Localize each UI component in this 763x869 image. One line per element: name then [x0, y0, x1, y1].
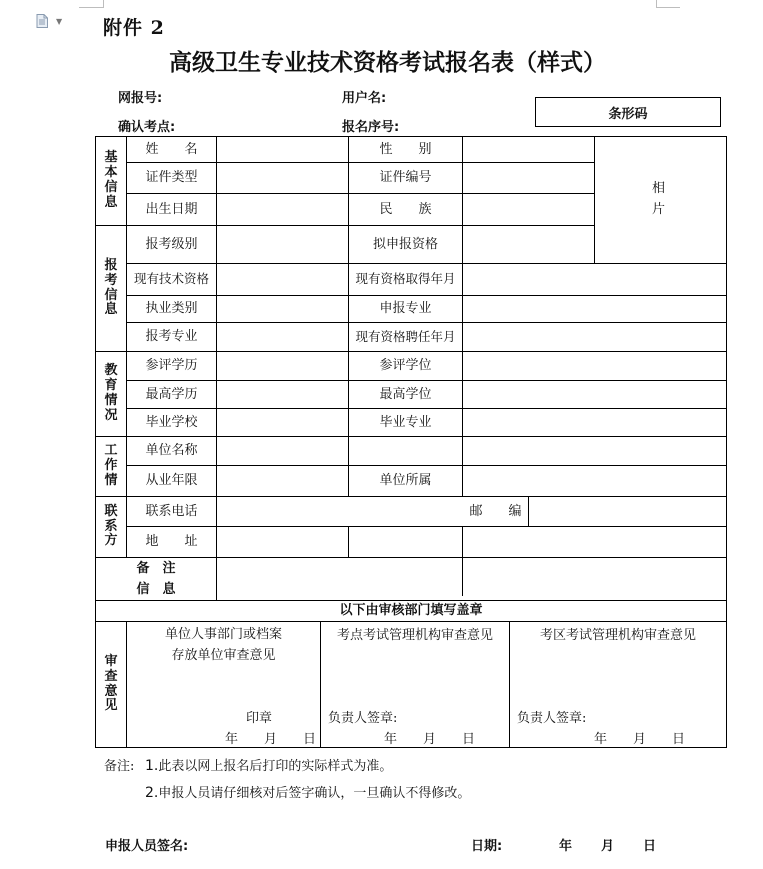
- employer-field[interactable]: [217, 437, 726, 465]
- review-col3-date: 年 月 日: [594, 732, 686, 747]
- seal-label: 印章: [246, 711, 273, 726]
- phone-field[interactable]: [217, 497, 462, 526]
- footer-date-label: 日期:: [471, 839, 503, 854]
- ethnicity-label: 民 族: [379, 201, 432, 217]
- current-qualification-label: 现有技术资格: [133, 271, 209, 287]
- gender-label: 性 别: [379, 141, 432, 157]
- footer-day: 日: [643, 839, 657, 854]
- practice-category-label: 执业类别: [145, 301, 198, 317]
- phone-label: 联系电话: [145, 503, 198, 519]
- id-type-field[interactable]: [217, 163, 348, 193]
- postcode-label: 邮 编: [469, 503, 522, 519]
- web-number-label: 网报号:: [118, 91, 163, 106]
- review-col1-date: 年 月 日: [225, 732, 317, 747]
- crop-mark: [656, 0, 657, 8]
- review-col2-signature: 负责人签章:: [328, 711, 398, 726]
- notes-prefix: 备注:: [104, 759, 135, 774]
- gender-field[interactable]: [463, 137, 594, 162]
- address-field[interactable]: [217, 527, 726, 557]
- remarks-label: 备 注 信 息: [136, 560, 176, 597]
- section-education: 教 育 情 况: [104, 363, 118, 423]
- section-exam-info: 报 考 信 息: [104, 257, 118, 318]
- registration-seq-label: 报名序号:: [342, 120, 400, 135]
- ethnicity-field[interactable]: [463, 194, 594, 225]
- section-work: 工 作 情: [104, 443, 118, 488]
- crop-mark: [79, 7, 103, 8]
- eval-degree-field[interactable]: [463, 352, 726, 380]
- practice-category-field[interactable]: [217, 296, 348, 322]
- employer-affiliation-label: 单位所属: [379, 473, 432, 489]
- highest-degree-label: 最高学位: [379, 386, 432, 402]
- eval-degree-label: 参评学位: [379, 358, 432, 374]
- graduate-school-field[interactable]: [217, 409, 348, 436]
- username-label: 用户名:: [342, 91, 387, 106]
- employer-label: 单位名称: [145, 443, 198, 459]
- declared-major-field[interactable]: [463, 296, 726, 322]
- employment-date-field[interactable]: [463, 323, 726, 351]
- qualification-date-label: 现有资格取得年月: [355, 271, 456, 287]
- id-number-field[interactable]: [463, 163, 594, 193]
- barcode-box: [535, 97, 721, 127]
- birth-date-field[interactable]: [217, 194, 348, 225]
- exam-site-label: 确认考点:: [118, 120, 176, 135]
- registration-form: [95, 136, 727, 748]
- review-col1-title: 单位人事部门或档案 存放单位审查意见: [164, 627, 282, 663]
- graduate-major-field[interactable]: [463, 409, 726, 436]
- exam-major-field[interactable]: [217, 323, 348, 351]
- current-qualification-field[interactable]: [217, 264, 348, 295]
- employment-date-label: 现有资格聘任年月: [355, 328, 456, 344]
- years-in-service-field[interactable]: [217, 466, 348, 496]
- id-type-label: 证件类型: [145, 170, 198, 186]
- proposed-qualification-label: 拟申报资格: [372, 236, 438, 252]
- footer-month: 月: [601, 839, 615, 854]
- address-label: 地 址: [145, 534, 198, 550]
- review-col2-title: 考点考试管理机构审查意见: [336, 628, 493, 643]
- exam-major-label: 报考专业: [145, 329, 198, 345]
- attachment-label: 附件 2: [103, 17, 165, 39]
- barcode-label: 条形码: [608, 106, 648, 122]
- exam-level-label: 报考级别: [145, 236, 198, 252]
- years-in-service-label: 从业年限: [145, 473, 198, 489]
- highest-education-label: 最高学历: [145, 386, 198, 402]
- chevron-down-icon[interactable]: ▼: [56, 17, 63, 26]
- exam-level-field[interactable]: [217, 226, 348, 263]
- section-review: 审 查 意 见: [104, 653, 118, 714]
- declared-major-label: 申报专业: [379, 301, 432, 317]
- crop-mark: [656, 7, 680, 8]
- review-col3-signature: 负责人签章:: [517, 711, 587, 726]
- note-item: 2.申报人员请仔细核对后签字确认，一旦确认不得修改。: [145, 785, 471, 801]
- photo-placeholder[interactable]: 相 片: [651, 181, 665, 217]
- proposed-qualification-field[interactable]: [463, 226, 594, 263]
- remarks-field[interactable]: [217, 558, 726, 600]
- applicant-signature-label: 申报人员签名:: [105, 839, 189, 854]
- name-field[interactable]: [217, 137, 348, 162]
- eval-education-label: 参评学历: [145, 358, 198, 374]
- review-header: 以下由审核部门填写盖章: [339, 603, 483, 619]
- eval-education-field[interactable]: [217, 352, 348, 380]
- review-col2-date: 年 月 日: [384, 732, 476, 747]
- highest-degree-field[interactable]: [463, 381, 726, 408]
- birth-date-label: 出生日期: [145, 201, 198, 217]
- crop-mark: [103, 0, 104, 8]
- id-number-label: 证件编号: [379, 170, 432, 186]
- name-label: 姓 名: [145, 141, 198, 157]
- section-basic-info: 基 本 信 息: [104, 150, 118, 210]
- graduate-school-label: 毕业学校: [145, 414, 198, 430]
- document-icon[interactable]: [36, 14, 48, 28]
- graduate-major-label: 毕业专业: [379, 414, 432, 430]
- page-title: 高级卫生专业技术资格考试报名表（样式）: [169, 49, 606, 76]
- employer-affiliation-field[interactable]: [463, 466, 726, 496]
- qualification-date-field[interactable]: [463, 264, 726, 295]
- note-item: 1.此表以网上报名后打印的实际样式为准。: [145, 758, 393, 774]
- footer-year: 年: [559, 839, 573, 854]
- section-contact: 联 系 方: [104, 503, 118, 549]
- review-col3-title: 考区考试管理机构审查意见: [539, 628, 696, 643]
- postcode-field[interactable]: [529, 497, 726, 526]
- highest-education-field[interactable]: [217, 381, 348, 408]
